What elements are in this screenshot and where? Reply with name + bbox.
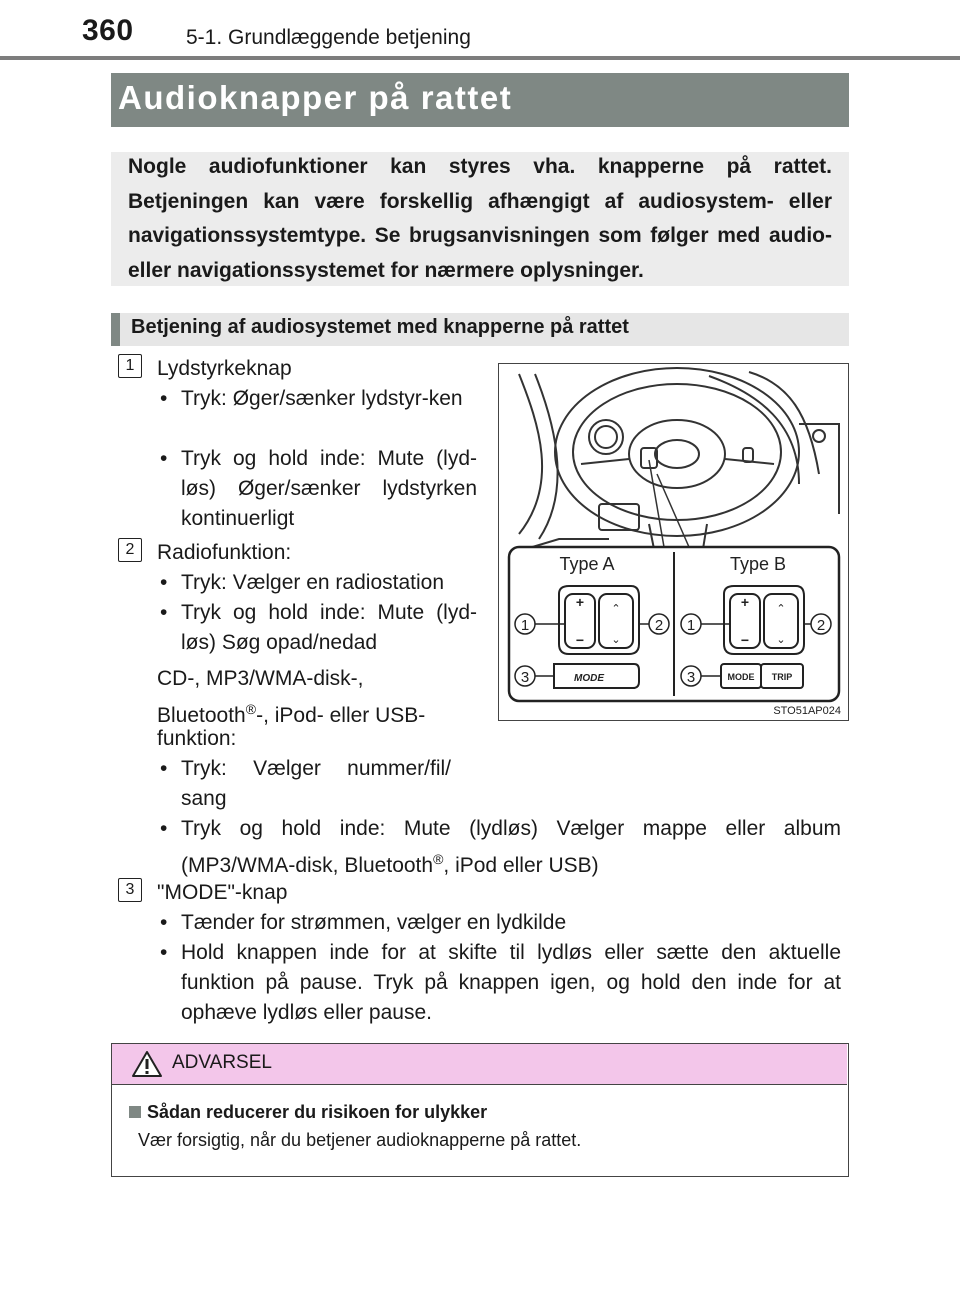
item-2-heading: Radiofunktion:: [157, 541, 292, 564]
svg-text:+: +: [575, 594, 585, 610]
type-a-mode-label: MODE: [574, 673, 604, 684]
item-2-bullet-1: Tryk: Vælger en radiostation: [181, 571, 445, 594]
cd-heading-line-2: Bluetooth®-, iPod- eller USB-: [157, 701, 426, 727]
bullet-dot: •: [160, 757, 168, 780]
warning-triangle-icon: [131, 1050, 163, 1078]
item-3-bullet-2: Hold knappen inde for at skifte til lydløs eller sætte den aktuelle funktion på pause. Tryk på knappen igen, og hold den inde for at ophæve lydløs eller pause.: [181, 941, 841, 1024]
type-b-mode-label: MODE: [727, 672, 755, 682]
header-rule: [0, 56, 960, 60]
steering-wheel-diagram: [499, 364, 848, 720]
callout-1-a: 1: [520, 617, 530, 634]
svg-text:−: −: [740, 632, 750, 648]
svg-text:⌃: ⌃: [776, 602, 786, 615]
warning-bullet-square: [129, 1106, 141, 1118]
callout-2-b: 2: [816, 617, 826, 634]
item-1-bullet-2: Tryk og hold inde: Mute (lyd-løs) Øger/sænker lydstyrken kontinuerligt: [181, 447, 477, 530]
item-1-heading: Lydstyrkeknap: [157, 357, 292, 380]
svg-text:⌄: ⌄: [776, 633, 786, 646]
bullet-dot: •: [160, 447, 168, 470]
item-number-3: 3: [118, 878, 142, 902]
cd-heading-line-3: funktion:: [157, 727, 237, 750]
steering-wheel-illustration: [498, 363, 849, 721]
page-title: Audioknapper på rattet: [118, 79, 513, 116]
callout-2-a: 2: [654, 617, 664, 634]
subsection-accent: [111, 313, 120, 346]
item-3-bullet-1: Tænder for strømmen, vælger en lydkilde: [181, 911, 567, 934]
subsection-title: Betjening af audiosystemet med knapperne på rattet: [131, 316, 629, 338]
type-b-label: Type B: [729, 554, 787, 574]
cd-heading-line-1: CD-, MP3/WMA-disk-,: [157, 667, 364, 690]
intro-text: Nogle audiofunktioner kan styres vha. knapperne på rattet. Betjeningen kan være forskellig afhængigt af audiosystem- eller navigationssystemtype. Se brugsanvisningen som følger med audio- eller navigationssystemet for nærmere oplysninger.: [128, 155, 832, 282]
warning-text: Vær forsigtig, når du betjener audioknapperne på rattet.: [138, 1130, 582, 1150]
warning-subtitle: Sådan reducerer du risikoen for ulykker: [147, 1102, 488, 1122]
item-1-bullet-1: Tryk: Øger/sænker lydstyr-ken: [181, 387, 463, 410]
svg-text:⌄: ⌄: [611, 633, 621, 646]
warning-label: ADVARSEL: [172, 1052, 272, 1073]
svg-text:+: +: [740, 594, 750, 610]
item-3-heading: "MODE"-knap: [157, 881, 288, 904]
section-label: 5-1. Grundlæggende betjening: [186, 26, 471, 49]
callout-3-b: 3: [686, 669, 696, 686]
cd-bullet-1: Tryk: Vælger nummer/fil/ sang: [181, 757, 451, 810]
page-number: 360: [82, 14, 134, 47]
svg-text:⌃: ⌃: [611, 602, 621, 615]
type-a-label: Type A: [559, 554, 615, 574]
bullet-dot: •: [160, 601, 168, 624]
type-b-trip-label: TRIP: [771, 672, 793, 682]
bullet-dot: •: [160, 817, 168, 840]
item-2-bullet-2: Tryk og hold inde: Mute (lyd-løs) Søg opad/nedad: [181, 601, 477, 654]
bullet-dot: •: [160, 387, 168, 410]
bullet-dot: •: [160, 941, 168, 964]
figure-code: STO51AP024: [773, 705, 841, 717]
svg-text:−: −: [575, 632, 585, 648]
bullet-dot: •: [160, 911, 168, 934]
cd-bullet-2: Tryk og hold inde: Mute (lydløs) Vælger mappe eller album (MP3/WMA-disk, Bluetooth®, iPod eller USB): [181, 817, 841, 877]
callout-3-a: 3: [520, 669, 530, 686]
item-number-2: 2: [118, 538, 142, 562]
callout-1-b: 1: [686, 617, 696, 634]
bullet-dot: •: [160, 571, 168, 594]
item-number-1: 1: [118, 354, 142, 378]
